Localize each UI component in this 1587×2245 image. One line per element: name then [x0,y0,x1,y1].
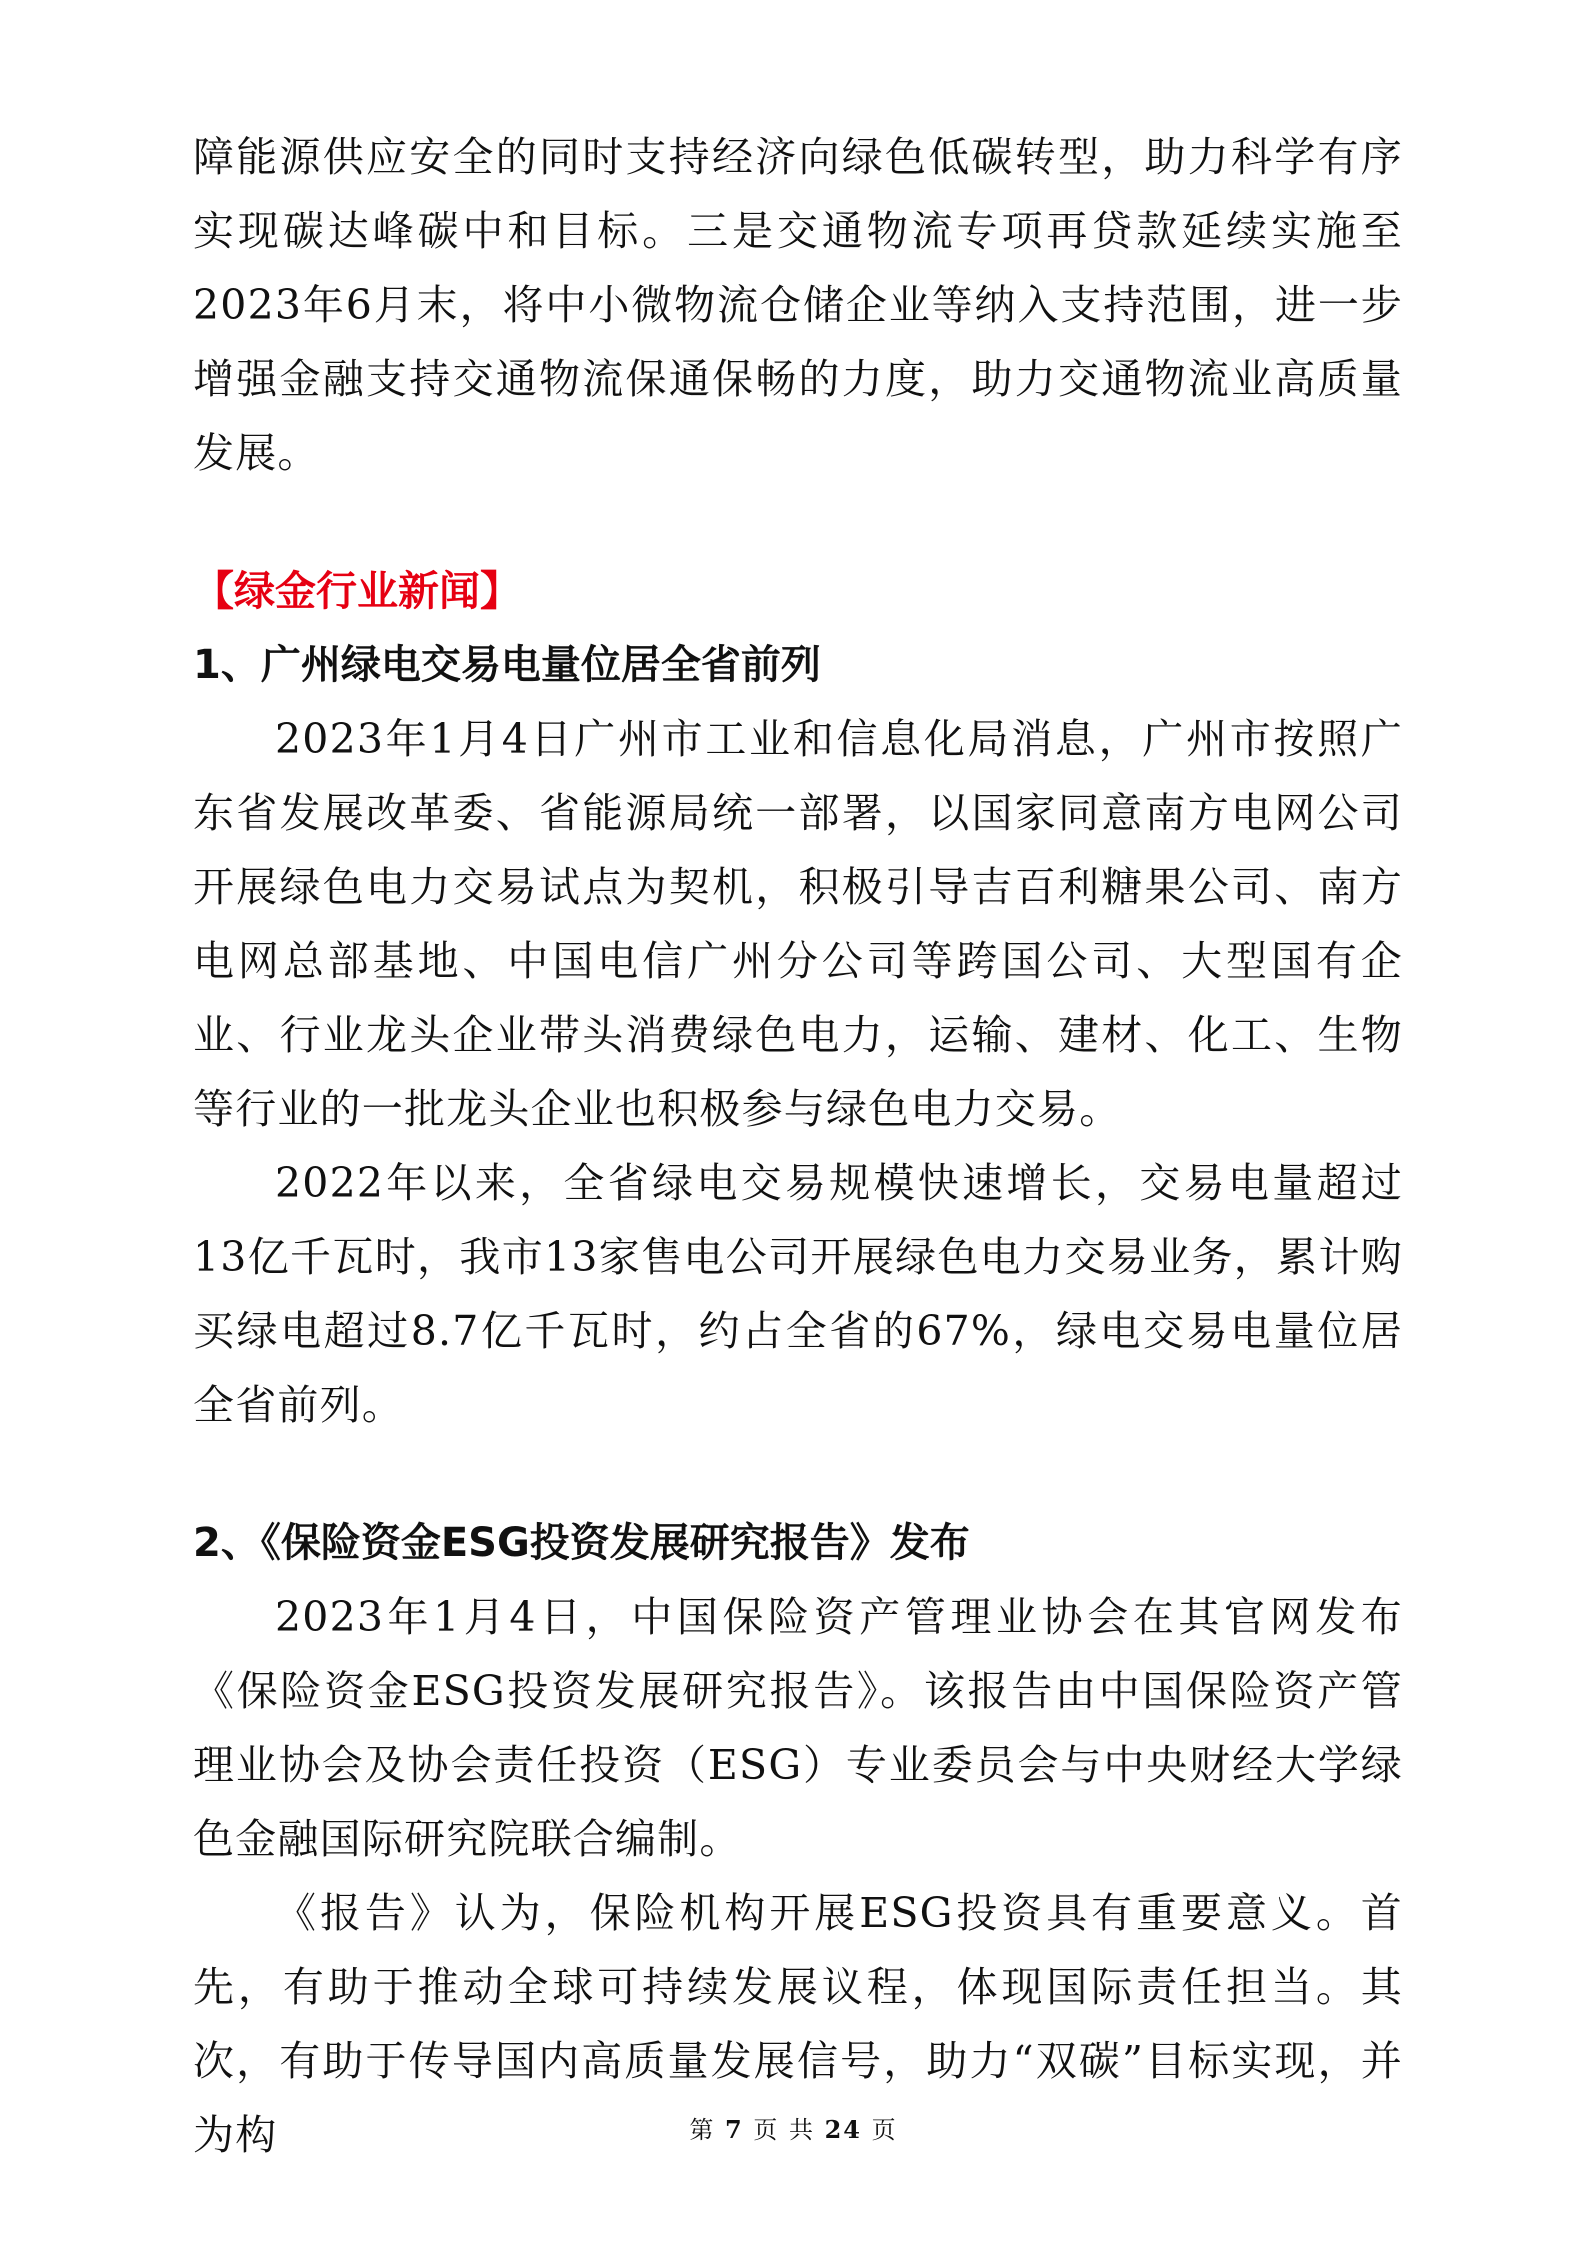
news-1-paragraph-1: 2023年1月4日广州市工业和信息化局消息，广州市按照广东省发展改革委、省能源局统一部署，以国家同意南方电网公司开展绿色电力交易试点为契机，积极引导吉百利糖果公司、南方电网总部基地、中国电信广州分公司等跨国公司、大型国有企业、行业龙头企业带头消费绿色电力，运输、建材、化工、生物等行业的一批龙头企业也积极参与绿色电力交易。 [193,715,1403,1133]
news-1-paragraph-2: 2022年以来，全省绿电交易规模快速增长，交易电量超过13亿千瓦时，我市13家售电公司开展绿色电力交易业务，累计购买绿电超过8.7亿千瓦时，约占全省的67%，绿电交易电量位居全省前列。 [193,1159,1403,1429]
page-footer [0,2110,1587,2145]
footer-current-page: 7 [724,2115,744,2144]
intro-paragraph: 障能源供应安全的同时支持经济向绿色低碳转型，助力科学有序实现碳达峰碳中和目标。三是交通物流专项再贷款延续实施至2023年6月末，将中小微物流仓储企业等纳入支持范围，进一步增强金融支持交通物流保通保畅的力度，助力交通物流业高质量发展。 [193,133,1403,477]
news-heading-2: 2、《保险资金ESG投资发展研究报告》发布 [193,1520,970,1566]
footer-prefix: 第 [689,2116,716,2144]
news-heading-1: 1、广州绿电交易电量位居全省前列 [193,642,821,688]
news-2-paragraph-1: 2023年1月4日，中国保险资产管理业协会在其官网发布《保险资金ESG投资发展研究报告》。该报告由中国保险资产管理业协会及协会责任投资（ESG）专业委员会与中央财经大学绿色金融国际研究院联合编制。 [193,1593,1403,1863]
section-tag-green-finance-news: 【绿金行业新闻】 [193,567,521,615]
page-content [193,120,1403,2172]
footer-total-pages: 24 [824,2115,863,2144]
footer-suffix: 页 [871,2116,898,2144]
news-2-paragraph-2: 《报告》认为，保险机构开展ESG投资具有重要意义。首先，有助于推动全球可持续发展议程，体现国际责任担当。其次，有助于传导国内高质量发展信号，助力“双碳”目标实现，并为构 [193,1889,1403,2159]
footer-middle: 页 共 [753,2116,815,2144]
